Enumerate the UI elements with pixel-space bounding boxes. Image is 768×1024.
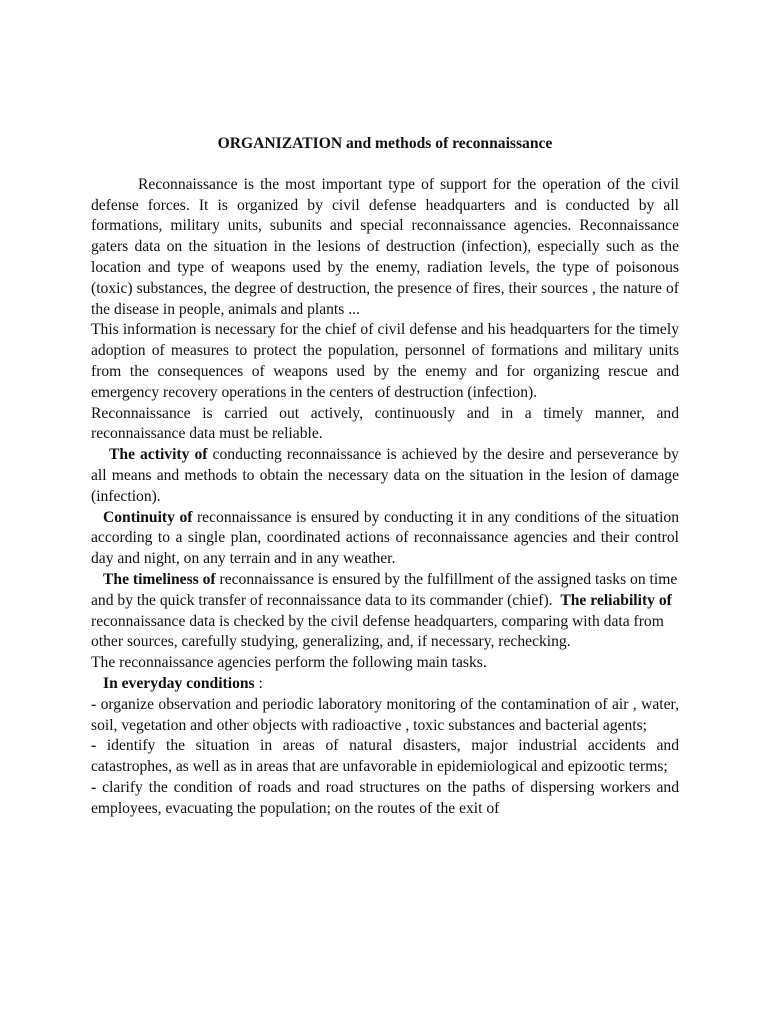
list-dash: -	[91, 737, 97, 755]
list-item-text: organize observation and periodic laboratory monitoring of the contamination of air , water, soil, vegetation and other objects with radioactive , toxic substances and bacterial agents;	[91, 695, 679, 734]
continuity-text: reconnaissance is ensured by conducting it in any conditions of the situation according to a single plan, coordinated actions of reconnaissance agencies and their control day and night, on any terrain and in any weather.	[91, 508, 680, 568]
timeliness-text: reconnaissance is ensured by the fulfillment of the assigned tasks on time and by the quick transfer of reconnaissance data to its commander (chief).	[91, 570, 682, 609]
list-dash: -	[91, 695, 97, 713]
list-item-text: clarify the condition of roads and road structures on the paths of dispersing workers and employees, evacuating the population; on the routes of the exit of	[91, 778, 679, 817]
paragraph-activity	[91, 445, 679, 507]
activity-text: conducting reconnaissance is achieved by the desire and perseverance by all means and methods to obtain the necessary data on the situation in the lesion of damage (infection).	[91, 446, 679, 505]
paragraph-intro: Reconnaissance is the most important type of support for the operation of the civil defense forces. It is organized by civil defense headquarters and is conducted by all formations, military units, subunits and special reconnaissance agencies. Reconnaissance gaters data on the situation in the lesions of destruction (infection), especially such as the location and type of weapons used by the enemy, radiation levels, the type of poisonous (toxic) substances, the degree of destruction, the presence of fires, their sources , the nature of the disease in people, animals and plants ...	[91, 175, 679, 318]
list-item	[91, 736, 679, 778]
everyday-colon: :	[254, 674, 263, 692]
paragraph-requirements: Reconnaissance is carried out actively, continuously and in a timely manner, and reconnaissance data must be reliable.	[91, 404, 679, 443]
paragraph-tasks-intro: The reconnaissance agencies perform the following main tasks.	[91, 654, 487, 672]
list-item-text: identify the situation in areas of natural disasters, major industrial accidents and catastrophes, as well as in areas that are unfavorable in epidemiological and epizootic terms;	[91, 737, 679, 776]
term-timeliness: The timeliness of	[103, 570, 216, 588]
list-dash: -	[91, 778, 97, 796]
term-activity: The activity of	[109, 446, 208, 464]
paragraph-information: This information is necessary for the chief of civil defense and his headquarters for the timely adoption of measures to protect the population, personnel of formations and military units from the consequences of weapons used by the enemy and for organizing rescue and emergency recovery operations in the centers of destruction (infection).	[91, 321, 679, 401]
reliability-text: reconnaissance data is checked by the civil defense headquarters, comparing with data from other sources, carefully studying, generalizing, and, if necessary, rechecking.	[91, 612, 664, 651]
term-everyday-conditions: In everyday conditions	[103, 674, 255, 692]
term-reliability: The reliability of	[560, 591, 672, 609]
paragraph-timeliness	[91, 570, 682, 653]
list-item	[91, 695, 679, 737]
term-continuity: Continuity of	[103, 508, 193, 526]
document-title: ORGANIZATION and methods of reconnaissance	[217, 135, 553, 152]
paragraph-everyday-heading	[91, 674, 679, 695]
paragraph-continuity	[91, 508, 679, 570]
list-item	[91, 778, 679, 820]
document-page	[91, 134, 682, 820]
